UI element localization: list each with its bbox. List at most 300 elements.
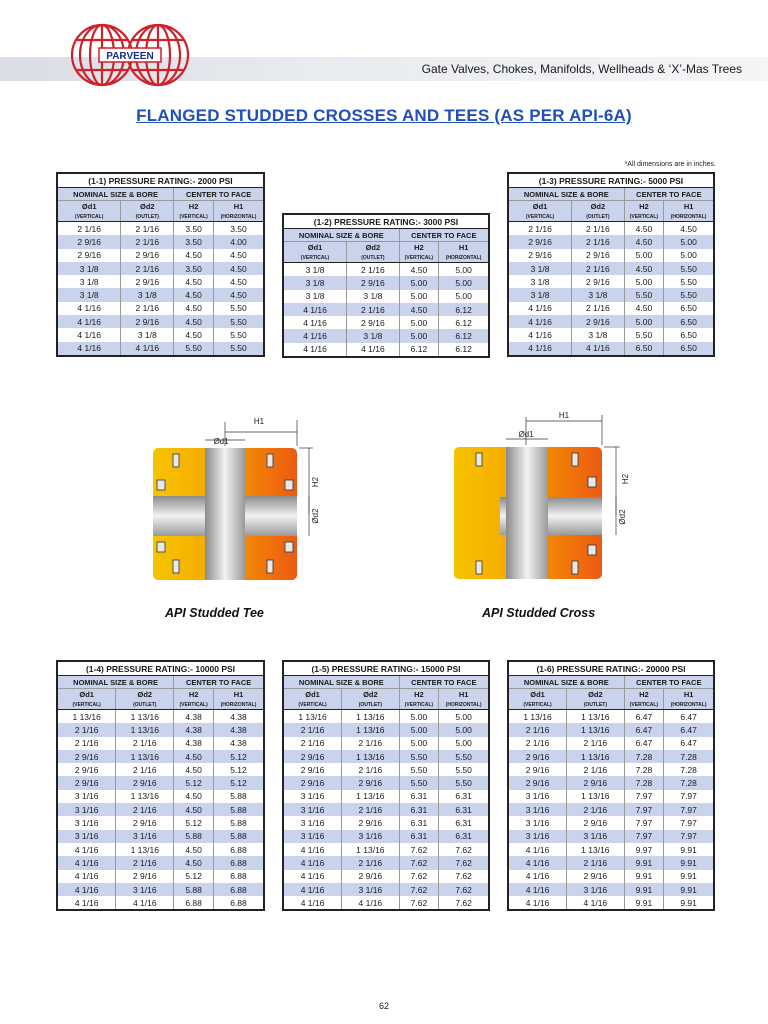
dim-d1-label: Ød1 [518,430,534,439]
table-cell: 7.62 [439,870,489,883]
table-cell: 2 9/16 [57,763,116,776]
table-cell: 7.62 [439,896,489,910]
table-cell: 2 1/16 [572,262,625,275]
col-sub: (OUTLET) [121,212,174,222]
table-cell: 4 1/16 [283,870,342,883]
col-h1: H1 [439,242,489,254]
col-h2: H2 [624,201,664,213]
table-row [508,723,714,736]
table-row [283,870,489,883]
table-cell: 3 1/16 [283,803,342,816]
table-cell: 3.50 [174,262,214,275]
table-cell: 6.31 [399,803,439,816]
table-cell: 3.50 [174,235,214,248]
col-sub: (VERTICAL) [624,700,664,710]
table-row [57,816,264,829]
table-row [283,710,489,724]
table-cell: 7.28 [664,763,714,776]
rating-title: (1-5) PRESSURE RATING:- 15000 PSI [283,661,489,676]
table-cell: 2 9/16 [121,315,174,328]
table-cell: 1 13/16 [116,843,174,856]
dim-d2-label: Ød2 [311,508,320,524]
table-cell: 4 1/16 [57,856,116,869]
col-h1: H1 [664,689,714,701]
center-header: CENTER TO FACE [399,229,489,242]
table-cell: 4.50 [213,275,264,288]
table-cell: 4 1/16 [508,328,572,341]
table-cell: 1 13/16 [567,790,625,803]
table-cell: 4.50 [399,303,439,316]
table-cell: 3 1/16 [283,790,342,803]
nominal-header: NOMINAL SIZE & BORE [508,188,624,201]
table-cell: 4 1/16 [57,896,116,910]
col-d1: Ød1 [508,689,567,701]
table-cell: 5.00 [399,316,439,329]
table-cell: 3 1/16 [57,803,116,816]
table-cell: 3.50 [174,222,214,236]
table-cell: 7.62 [399,856,439,869]
table-cell: 4.50 [213,288,264,301]
col-h2: H2 [399,689,439,701]
table-cell: 5.88 [214,803,265,816]
table-cell: 5.00 [399,329,439,342]
table-row [508,870,714,883]
table-row [508,896,714,910]
table-cell: 2 1/16 [508,222,572,236]
table-row [508,302,714,315]
table-cell: 5.00 [399,710,439,724]
table-row [57,249,264,262]
table-cell: 4 1/16 [508,856,567,869]
col-d2: Ød2 [116,689,174,701]
table-cell: 4.38 [174,737,214,750]
table-cell: 5.12 [174,816,214,829]
table-cell: 5.00 [439,263,489,277]
table-cell: 7.97 [664,790,714,803]
table-cell: 7.97 [624,803,664,816]
table-cell: 1 13/16 [116,710,174,724]
table-cell: 6.47 [624,723,664,736]
table-cell: 4 1/16 [283,883,342,896]
table-cell: 4.38 [174,723,214,736]
table-row [57,856,264,869]
table-cell: 2 1/16 [342,856,400,869]
table-cell: 4 1/16 [508,342,572,356]
col-sub: (HORIZONTAL) [213,212,264,222]
table-cell: 4 1/16 [572,342,625,356]
table-cell: 7.62 [439,856,489,869]
table-cell: 6.88 [214,883,265,896]
table-cell: 5.50 [399,750,439,763]
table-cell: 2 1/16 [342,737,400,750]
table-row [57,235,264,248]
table-cell: 4 1/16 [283,896,342,910]
table-cell: 4 1/16 [508,843,567,856]
table-cell: 6.88 [214,856,265,869]
table-cell: 2 9/16 [283,776,342,789]
table-cell: 7.28 [664,750,714,763]
table-cell: 2 9/16 [508,776,567,789]
table-cell: 6.12 [439,316,489,329]
table-cell: 4.50 [624,262,664,275]
table-cell: 5.00 [624,249,664,262]
table-cell: 3 1/8 [283,263,347,277]
table-row [57,790,264,803]
table-cell: 2 1/16 [283,737,342,750]
table-cell: 2 9/16 [57,776,116,789]
table-row [283,303,489,316]
table-cell: 5.50 [439,750,489,763]
table-cell: 2 9/16 [347,276,400,289]
table-cell: 3 1/8 [347,290,400,303]
studded-tee-diagram [135,410,335,590]
table-row [508,275,714,288]
table-cell: 2 1/16 [121,235,174,248]
table-cell: 9.91 [664,870,714,883]
table-cell: 7.62 [399,843,439,856]
col-sub: (VERTICAL) [508,700,567,710]
table-cell: 4.50 [174,763,214,776]
col-sub: (OUTLET) [342,700,400,710]
table-cell: 2 9/16 [57,249,121,262]
table-row [57,737,264,750]
table-cell: 4 1/16 [283,843,342,856]
table-cell: 4.38 [214,737,265,750]
table-cell: 6.50 [664,328,714,341]
table-cell: 3 1/8 [508,262,572,275]
table-cell: 4.38 [214,710,265,724]
table-cell: 4 1/16 [283,343,347,357]
table-cell: 4.50 [174,249,214,262]
table-cell: 2 1/16 [572,302,625,315]
table-cell: 2 9/16 [116,776,174,789]
col-sub: (HORIZONTAL) [439,700,489,710]
dim-d1-label: Ød1 [213,437,229,446]
table-row [57,342,264,356]
table-cell: 5.00 [664,249,714,262]
table-cell: 4 1/16 [283,303,347,316]
page-number: 62 [378,1001,389,1011]
table-cell: 6.50 [664,302,714,315]
table-cell: 2 1/16 [121,222,174,236]
table-cell: 4.50 [624,222,664,236]
table-row [508,750,714,763]
rating-title: (1-3) PRESSURE RATING:- 5000 PSI [508,173,714,188]
center-header: CENTER TO FACE [399,676,489,689]
table-row [57,222,264,236]
table-row [508,249,714,262]
table-cell: 5.50 [399,776,439,789]
table-cell: 2 9/16 [508,249,572,262]
table-cell: 3 1/8 [347,329,400,342]
table-cell: 3 1/16 [508,816,567,829]
table-cell: 5.00 [439,290,489,303]
col-d1: Ød1 [57,201,121,213]
table-row [508,856,714,869]
table-cell: 9.91 [624,883,664,896]
table-row [508,710,714,724]
table-cell: 4 1/16 [567,896,625,910]
table-cell: 5.88 [214,790,265,803]
table-cell: 3 1/16 [283,816,342,829]
table-cell: 2 1/16 [121,262,174,275]
rating-title: (1-2) PRESSURE RATING:- 3000 PSI [283,214,489,229]
table-cell: 4.50 [174,750,214,763]
table-row [283,883,489,896]
table-cell: 3 1/8 [283,290,347,303]
table-cell: 1 13/16 [342,710,400,724]
table-cell: 5.12 [174,870,214,883]
table-row [57,896,264,910]
table-cell: 4 1/16 [347,343,400,357]
col-d1: Ød1 [57,689,116,701]
table-cell: 2 9/16 [57,750,116,763]
table-cell: 2 1/16 [572,235,625,248]
table-cell: 6.31 [439,816,489,829]
table-15000-psi [282,660,490,911]
table-row [283,803,489,816]
table-cell: 4.50 [624,235,664,248]
col-h2: H2 [624,689,664,701]
table-cell: 2 9/16 [508,750,567,763]
table-cell: 9.97 [624,843,664,856]
table-cell: 3 1/16 [567,830,625,843]
table-cell: 7.62 [399,896,439,910]
table-cell: 3 1/16 [283,830,342,843]
table-cell: 6.12 [399,343,439,357]
col-h1: H1 [664,201,714,213]
table-row [57,262,264,275]
table-cell: 4.50 [213,262,264,275]
units-note: *All dimensions are in inches. [624,161,716,168]
table-row [283,776,489,789]
col-h1: H1 [439,689,489,701]
table-row [57,870,264,883]
table-cell: 4.50 [174,843,214,856]
table-cell: 7.28 [624,776,664,789]
col-h2: H2 [399,242,439,254]
table-cell: 4.50 [213,249,264,262]
table-row [508,328,714,341]
table-row [508,288,714,301]
table-cell: 5.12 [214,776,265,789]
table-cell: 6.31 [439,803,489,816]
table-cell: 5.00 [439,276,489,289]
col-sub: (OUTLET) [347,253,400,263]
col-sub: (VERTICAL) [399,700,439,710]
col-sub: (OUTLET) [116,700,174,710]
table-cell: 3 1/8 [57,275,121,288]
table-cell: 5.00 [399,290,439,303]
table-cell: 7.28 [624,763,664,776]
table-cell: 6.88 [174,896,214,910]
table-cell: 3 1/8 [572,328,625,341]
table-cell: 1 13/16 [283,710,342,724]
table-cell: 3 1/8 [57,262,121,275]
col-sub: (HORIZONTAL) [664,212,714,222]
table-cell: 2 9/16 [57,235,121,248]
table-cell: 4 1/16 [283,316,347,329]
table-cell: 5.50 [624,328,664,341]
table-cell: 9.91 [624,870,664,883]
table-row [57,883,264,896]
table-cell: 6.12 [439,329,489,342]
table-cell: 7.62 [399,883,439,896]
table-cell: 7.97 [664,816,714,829]
table-cell: 4.50 [174,288,214,301]
table-cell: 1 13/16 [508,710,567,724]
table-cell: 5.88 [174,830,214,843]
table-cell: 3 1/16 [57,790,116,803]
table-row [283,316,489,329]
table-row [283,343,489,357]
table-cell: 4 1/16 [57,328,121,341]
table-cell: 5.50 [664,262,714,275]
table-cell: 6.12 [439,343,489,357]
table-cell: 2 9/16 [342,776,400,789]
table-cell: 3 1/16 [508,790,567,803]
table-row [57,830,264,843]
table-cell: 2 1/16 [121,302,174,315]
table-cell: 6.47 [624,737,664,750]
table-cell: 4 1/16 [508,883,567,896]
table-cell: 7.28 [624,750,664,763]
nominal-header: NOMINAL SIZE & BORE [508,676,624,689]
table-cell: 2 9/16 [567,870,625,883]
table-cell: 1 13/16 [567,750,625,763]
col-sub: (VERTICAL) [283,253,347,263]
col-sub: (VERTICAL) [399,253,439,263]
table-row [508,790,714,803]
table-cell: 2 1/16 [283,723,342,736]
table-row [508,803,714,816]
table-cell: 2 9/16 [283,763,342,776]
table-cell: 3 1/16 [567,883,625,896]
table-row [508,763,714,776]
dim-h2-label: H2 [621,473,630,485]
table-cell: 2 1/16 [567,856,625,869]
col-d2: Ød2 [347,242,400,254]
table-cell: 2 1/16 [567,763,625,776]
table-cell: 5.50 [213,315,264,328]
table-cell: 2 1/16 [116,763,174,776]
table-cell: 6.31 [399,816,439,829]
table-2000-psi [56,172,265,357]
col-sub: (VERTICAL) [174,700,214,710]
rating-title: (1-6) PRESSURE RATING:- 20000 PSI [508,661,714,676]
parveen-logo [70,20,190,90]
table-cell: 1 13/16 [116,723,174,736]
table-cell: 6.47 [664,710,714,724]
header-tagline: Gate Valves, Chokes, Manifolds, Wellheads & ‘X’-Mas Trees [421,62,742,76]
table-cell: 3 1/16 [342,883,400,896]
table-cell: 7.97 [624,790,664,803]
col-sub: (HORIZONTAL) [664,700,714,710]
table-cell: 2 9/16 [508,235,572,248]
table-cell: 9.91 [664,883,714,896]
dim-h1-label: H1 [253,417,265,426]
table-cell: 4.50 [174,275,214,288]
rating-title: (1-4) PRESSURE RATING:- 10000 PSI [57,661,264,676]
table-cell: 2 1/16 [57,723,116,736]
col-h1: H1 [213,201,264,213]
table-row [283,737,489,750]
table-cell: 4.50 [174,328,214,341]
table-row [283,816,489,829]
table-row [283,790,489,803]
table-cell: 6.31 [399,830,439,843]
table-cell: 5.00 [624,315,664,328]
center-header: CENTER TO FACE [174,188,264,201]
table-cell: 3 1/8 [508,275,572,288]
nominal-header: NOMINAL SIZE & BORE [283,229,399,242]
table-cell: 6.88 [214,896,265,910]
table-cell: 9.91 [624,896,664,910]
table-cell: 4.50 [174,315,214,328]
table-cell: 5.50 [439,776,489,789]
table-row [508,235,714,248]
cross-caption: API Studded Cross [482,606,596,620]
col-sub: (HORIZONTAL) [439,253,489,263]
table-cell: 2 1/16 [116,737,174,750]
table-row [283,263,489,277]
table-row [283,896,489,910]
dim-h1-label: H1 [558,411,570,420]
table-cell: 4 1/16 [283,856,342,869]
table-cell: 1 13/16 [567,710,625,724]
table-row [508,342,714,356]
table-cell: 2 1/16 [347,263,400,277]
center-header: CENTER TO FACE [624,676,714,689]
table-cell: 2 9/16 [572,315,625,328]
table-cell: 2 9/16 [572,275,625,288]
table-row [508,843,714,856]
table-cell: 2 9/16 [121,249,174,262]
table-cell: 3 1/16 [57,816,116,829]
table-cell: 5.50 [399,763,439,776]
table-row [57,723,264,736]
nominal-header: NOMINAL SIZE & BORE [283,676,399,689]
col-d1: Ød1 [283,242,347,254]
table-cell: 2 9/16 [116,870,174,883]
table-cell: 6.31 [439,830,489,843]
table-cell: 4 1/16 [57,870,116,883]
table-cell: 5.50 [664,275,714,288]
table-cell: 2 1/16 [116,856,174,869]
table-cell: 2 1/16 [342,763,400,776]
table-cell: 7.28 [664,776,714,789]
table-cell: 4.00 [213,235,264,248]
table-cell: 5.00 [439,723,489,736]
table-cell: 2 9/16 [567,776,625,789]
table-cell: 5.12 [214,763,265,776]
table-cell: 2 9/16 [342,816,400,829]
col-sub: (VERTICAL) [283,700,342,710]
table-cell: 9.91 [664,856,714,869]
dim-h2-label: H2 [311,476,320,488]
table-cell: 6.31 [399,790,439,803]
table-cell: 3 1/8 [57,288,121,301]
table-row [508,737,714,750]
table-cell: 4 1/16 [508,896,567,910]
col-sub: (VERTICAL) [57,212,121,222]
table-cell: 5.50 [174,342,214,356]
table-cell: 3 1/16 [342,830,400,843]
col-d1: Ød1 [508,201,572,213]
table-cell: 4.50 [664,222,714,236]
table-cell: 5.00 [664,235,714,248]
col-h2: H2 [174,689,214,701]
